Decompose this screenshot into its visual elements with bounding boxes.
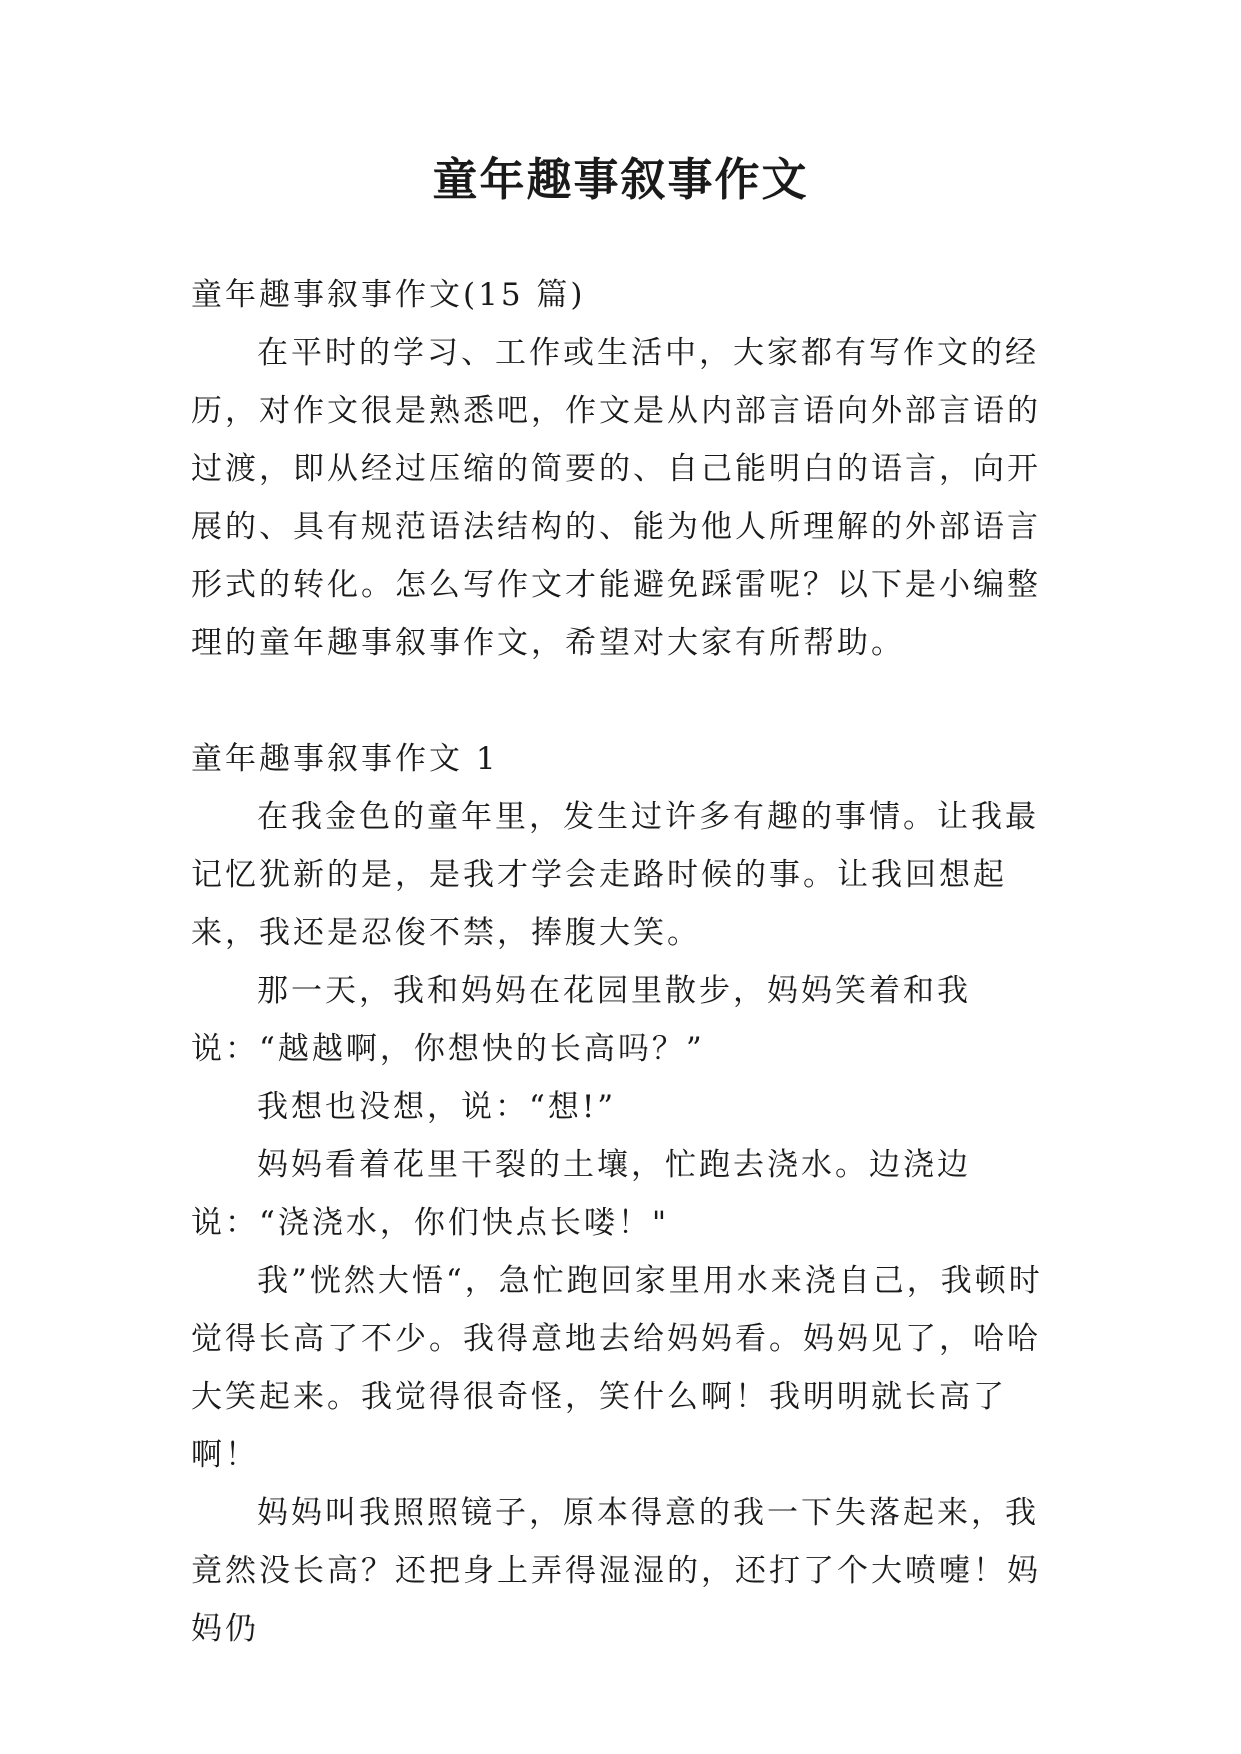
body-paragraph: 在我金色的童年里，发生过许多有趣的事情。让我最记忆犹新的是，是我才学会走路时候的事。让我回想起来，我还是忍俊不禁，捧腹大笑。	[191, 799, 1039, 951]
section-spacer	[191, 672, 1071, 730]
body-paragraph: 妈妈叫我照照镜子，原本得意的我一下失落起来，我竟然没长高？还把身上弄得湿湿的，还打了个大喷嚏！妈妈仍	[191, 1495, 1041, 1647]
body-paragraph: 那一天，我和妈妈在花园里散步，妈妈笑着和我说：“越越啊，你想快的长高吗？”	[191, 973, 971, 1067]
intro-paragraph: 在平时的学习、工作或生活中，大家都有写作文的经历，对作文很是熟悉吧，作文是从内部言语向外部言语的过渡，即从经过压缩的简要的、自己能明白的语言，向开展的、具有规范语法结构的、能为他人所理解的外部语言形式的转化。怎么写作文才能避免踩雷呢？以下是小编整理的童年趣事叙事作文，希望对大家有所帮助。	[191, 335, 1041, 661]
collection-heading: 童年趣事叙事作文(15 篇)	[191, 277, 586, 313]
body-paragraph: 我”恍然大悟“，急忙跑回家里用水来浇自己，我顿时觉得长高了不少。我得意地去给妈妈看。妈妈见了，哈哈大笑起来。我觉得很奇怪，笑什么啊！我明明就长高了啊！	[191, 1263, 1043, 1473]
body-paragraph: 我想也没想，说：“想!”	[257, 1089, 617, 1125]
body-paragraph: 妈妈看着花里干裂的土壤，忙跑去浇水。边浇边说：“浇浇水，你们快点长喽！"	[191, 1147, 971, 1241]
document-body	[191, 266, 1071, 1658]
document-title: 童年趣事叙事作文	[432, 153, 809, 206]
section-heading: 童年趣事叙事作文 1	[191, 741, 499, 777]
